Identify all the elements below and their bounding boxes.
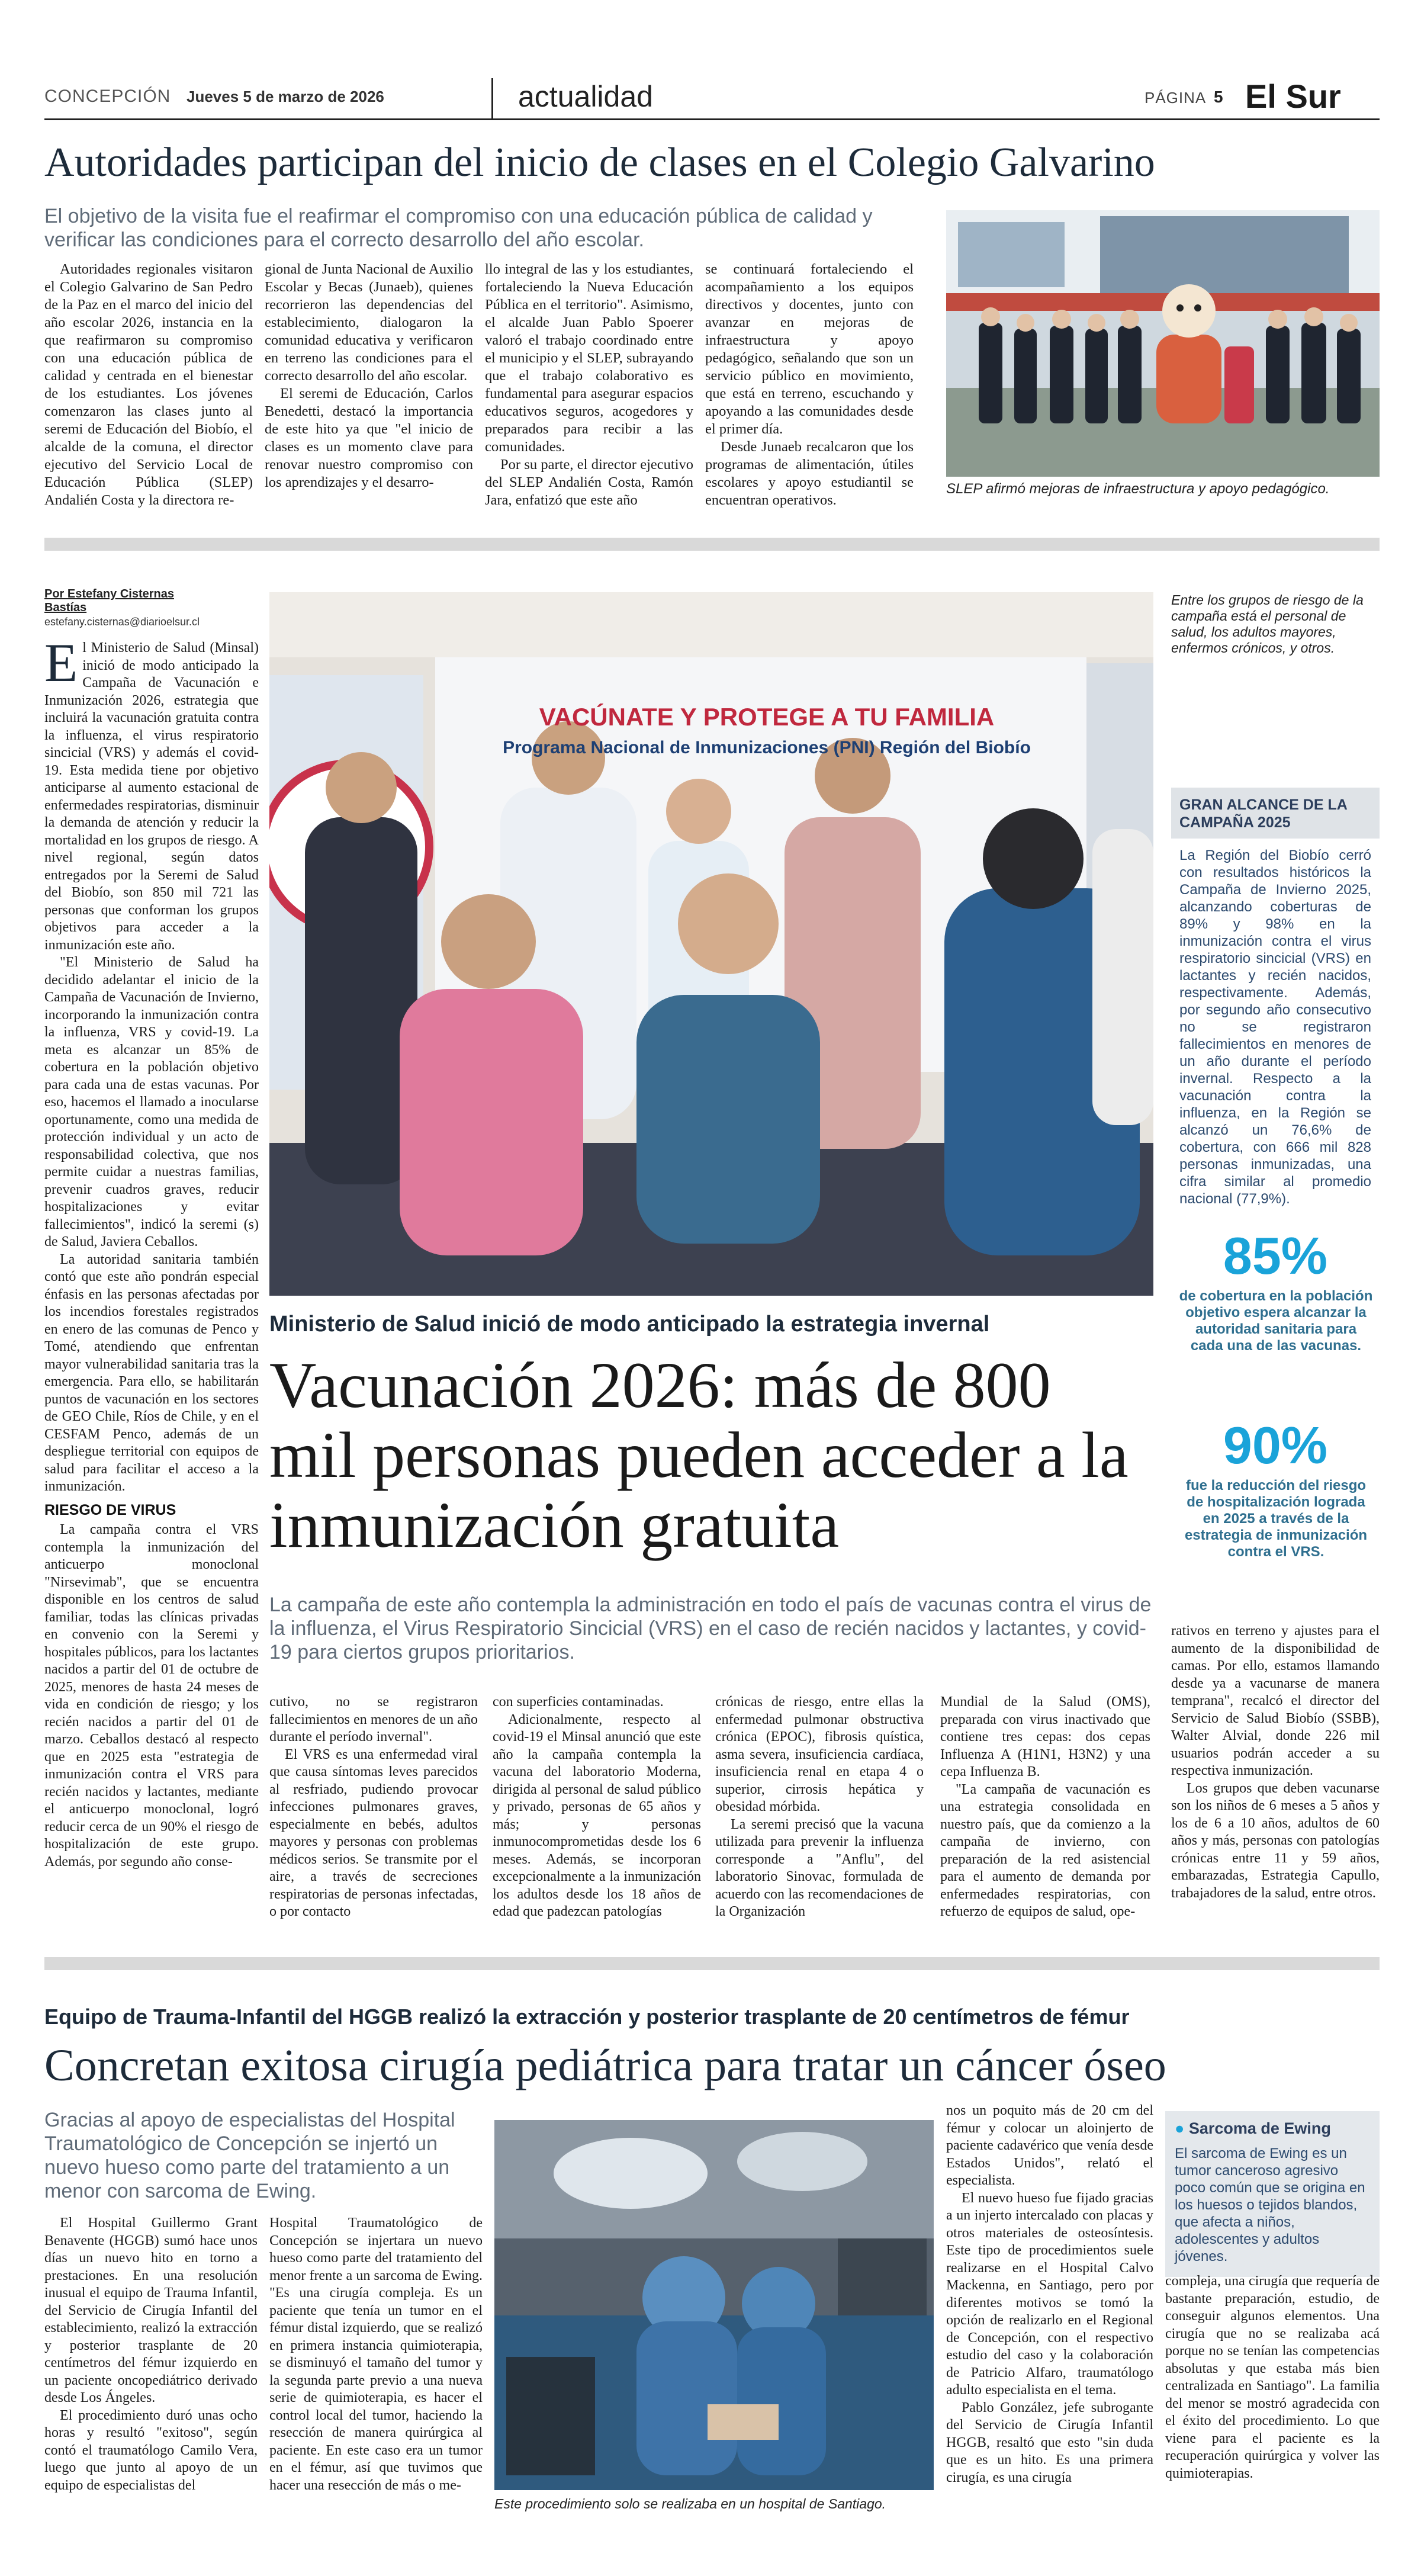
article1-column-3 bbox=[485, 261, 693, 509]
article1-paragraph: Por su parte, el director ejecutivo del SLEP Andalién Costa, Ramón Jara, enfatizó que este año bbox=[485, 457, 693, 508]
article3-column-2 bbox=[269, 2215, 483, 2494]
article2-paragraph: rativos en terreno y ajustes para el aumento de la disponibilidad de camas. Por ello, estamos llamando desde ya a vacunarse de manera temprana", recalcó el director del Servicio de Salud Biobío (SSBB), Walter Alvial, donde 226 mil usuarios podrán acceder a su respectiva inmunización. bbox=[1171, 1623, 1380, 1778]
stat-90-text: fue la reducción del riesgo de hospitalización lograda en 2025 a través de la estrategia de inmunización contra el VRS. bbox=[1184, 1477, 1368, 1560]
article2-paragraph: cutivo, no se registraron fallecimientos en menores de un año durante el período invernal". bbox=[269, 1694, 478, 1745]
article2-paragraph: El VRS es una enfermedad viral que causa síntomas leves parecidos al resfriado, pudiendo provocar infecciones pulmonares graves, especialmente en bebés, adultos mayores y personas con problemas médicos serios. Se transmite por el aire, a través de secreciones respiratorias de personas infectadas, o por contacto bbox=[269, 1746, 478, 1919]
campaign-info-box bbox=[1171, 788, 1380, 1207]
article1-paragraph: Desde Junaeb recalcaron que los programas de alimentación, útiles escolares y apoyo estudiantil se encuentran operativos. bbox=[705, 439, 914, 508]
article3-deck: Gracias al apoyo de especialistas del Hospital Traumatológico de Concepción se injertó un nuevo hueso como parte del tratamiento a un menor con sarcoma de Ewing. bbox=[44, 2109, 455, 2202]
box-text: La Región del Biobío cerró con resultados históricos la Campaña de Invierno 2025, alcanzando coberturas de 89% y 98% en la inmunización contra el virus respiratorio sincicial (VRS) en lactantes y recién nacidos, respectivamente. Además, por segundo año consecutivo no se registraron fallecimientos en menores de un año durante el período invernal. Respecto a la vacunación contra la influenza, en la Región se alcanzó un 76,6% de cobertura, con 666 mil 828 personas inmunizadas, una cifra similar al promedio nacional (77,9%). bbox=[1179, 847, 1371, 1207]
article1-column-1 bbox=[44, 261, 253, 509]
article3-column-4 bbox=[1165, 2273, 1380, 2482]
article3-paragraph: Pablo González, jefe subrogante del Servicio de Cirugía Infantil HGGB, resaltó que esto "sin duda que es un hito. Es una primera cirugía, es una cirugía bbox=[946, 2400, 1153, 2485]
stat-85-value: 85% bbox=[1223, 1226, 1328, 1285]
article1-title: Autoridades participan del inicio de clases en el Colegio Galvarino bbox=[44, 140, 1155, 185]
article2-paragraph: con superficies contaminadas. bbox=[493, 1694, 664, 1710]
article2-subhead: RIESGO DE VIRUS bbox=[44, 1501, 176, 1518]
paragraph-text: l Ministerio de Salud (Minsal) inició de modo anticipado la Campaña de Vacunación e Inmunización 2026, estrategia que incluirá la vacunación gratuita contra la influenza, el virus respiratorio sincicial (VRS) y además el covid-19. Esta medida tiene por objetivo anticiparse al aumento estacional de enfermedades respiratorias, disminuir la demanda de atención y reducir la mortalidad en los grupos de riesgo. A nivel regional, según datos entregados por la Seremi de Salud del Biobío, son 850 mil 721 las personas que conforman los grupos objetivos para acceder a la inmunización este año. bbox=[44, 640, 259, 953]
byline-email: estefany.cisternas@diarioelsur.cl bbox=[44, 616, 200, 628]
article3-photo bbox=[494, 2120, 934, 2490]
article2-side-caption: Entre los grupos de riesgo de la campaña está el personal de salud, los adultos mayores, enfermos crónicos, y otros. bbox=[1171, 592, 1364, 656]
vaccination-photo bbox=[269, 592, 1153, 1296]
article2-column-1 bbox=[44, 632, 259, 1871]
article3-paragraph: Hospital Traumatológico de Concepción se injertara un nuevo hueso como parte del tratamiento del menor frente a un sarcoma de Ewing. "Es una cirugía compleja. Es un paciente que tenía un tumor en el fémur distal izquierdo, que se realizó en primera instancia quimioterapia, se disminuyó el tamaño del tumor y la segunda parte previo a una nueva serie de quimioterapia, es hacer el control local del tumor, haciendo la resección de manera quirúrgica al paciente. En este caso era un tumor en el fémur, así que tuvimos que hacer una resección de más o me- bbox=[269, 2215, 483, 2493]
article2-kicker: Ministerio de Salud inició de modo anticipado la estrategia invernal bbox=[269, 1312, 990, 1337]
article3-caption: Este procedimiento solo se realizaba en un hospital de Santiago. bbox=[494, 2496, 886, 2511]
header-city: CONCEPCIÓN bbox=[44, 86, 171, 106]
photo-banner-title: VACÚNATE Y PROTEGE A TU FAMILIA bbox=[539, 703, 995, 731]
article3-paragraph: El procedimiento duró unas ocho horas y resultó "exitoso", según contó el traumatólogo Camilo Vera, luego que junto al apoyo de un equipo de especialistas del bbox=[44, 2407, 258, 2493]
article1-photo bbox=[946, 210, 1380, 477]
section-separator bbox=[44, 538, 1380, 551]
article2-paragraph: La campaña contra el VRS contempla la inmunización del anticuerpo monoclonal "Nirsevimab", que se encuentra disponible en los centros de salud familiar, todas las clínicas privadas en convenio con la Seremi y hospitales públicos, para los lactantes nacidos a partir del 01 de octubre de 2025, menores de hasta 24 meses de vida en condición de riesgo; y los recién nacidos a partir del 01 de marzo. Ceballos destacó al respecto que en 2025 esta "estrategia de inmunización contra el VRS para recién nacidos y lactantes, mediante el anticuerpo monoclonal, logró reducir cerca de un 90% el riesgo de hospitalización de este grupo. Además, por segundo año conse- bbox=[44, 1522, 259, 1870]
article1-caption: SLEP afirmó mejoras de infraestructura y apoyo pedagógico. bbox=[946, 481, 1330, 497]
article2-byline bbox=[44, 587, 204, 628]
article2-paragraph: "El Ministerio de Salud ha decidido adelantar el inicio de la Campaña de Vacunación de Invierno, incorporando la inmunización contra la influenza, VRS y covid-19. La meta es alcanzar un 85% de cobertura en la población objetivo para cada una de estas vacunas. Por eso, hacemos el llamado a inocularse oportunamente, como una medida de protección individual y un acto de responsabilidad colectiva, que nos permite cuidar a nuestras familias, prevenir cuadros graves, reducir hospitalizaciones y evitar fallecimientos", indicó la seremi (s) de Salud, Javiera Ceballos. bbox=[44, 955, 259, 1250]
article3-title: Concretan exitosa cirugía pediátrica para tratar un cáncer óseo bbox=[44, 2041, 1166, 2090]
sarcoma-info-box bbox=[1165, 2111, 1380, 2277]
article3-paragraph: El nuevo hueso fue fijado gracias a un injerto intercalado con placas y otros materiales de osteosíntesis. Este tipo de procedimientos suele realizarse en el Hospital Calvo Mackenna, en Santiago, pero por diferentes motivos se tomó la opción de realizarlo en el Regional de Concepción, con el respectivo estudio del caso y la colaboración de Patricio Alfaro, traumatólogo adulto especialista en el tema. bbox=[946, 2190, 1153, 2398]
bullet-icon: ● bbox=[1175, 2119, 1185, 2137]
header-brand: El Sur bbox=[1245, 78, 1341, 115]
article2-column-3 bbox=[493, 1694, 701, 1921]
article2-paragraph: Los grupos que deben vacunarse son los niños de 6 meses a 5 años y los de 6 a 10 años, adultos de 60 años y más, personas con patologías crónicas entre 11 y 59 años, embarazadas, Estrategia Capullo, trabajadores de la salud, entre otros. bbox=[1171, 1780, 1380, 1901]
article2-title: Vacunación 2026: más de 800 mil personas pueden acceder a la inmunización gratuita bbox=[269, 1349, 1129, 1561]
article2-paragraph: crónicas de riesgo, entre ellas la enfermedad pulmonar obstructiva crónica (EPOC), fibrosis quística, asma severa, insuficiencia cardíaca, insuficiencia renal en etapa 4 o superior, cirrosis hepática y obesidad mórbida. bbox=[715, 1694, 924, 1814]
header-date: Jueves 5 de marzo de 2026 bbox=[187, 88, 384, 105]
article1-deck: El objetivo de la visita fue el reafirmar el compromiso con una educación pública de calidad y verificar las condiciones para el correcto desarrollo del año escolar. bbox=[44, 205, 873, 251]
dropcap: E bbox=[44, 632, 78, 693]
article2-deck: La campaña de este año contempla la administración en todo el país de vacunas contra el virus de la influenza, el Virus Respiratorio Sincicial (VRS) en el caso de recién nacidos y lactantes, y covid-19 para ciertos grupos prioritarios. bbox=[269, 1594, 1152, 1663]
article2-paragraph: Adicionalmente, respecto al covid-19 el Minsal anunció que este año la campaña contempla la vacuna del laboratorio Moderna, dirigida al personal de salud público y privado, personas de 65 años y más; y personas inmunocomprometidas desde los 6 meses. Además, se incorporan excepcionalmente a la inmunización los adultos desde los 18 años de edad que padezcan patologías bbox=[493, 1711, 701, 1919]
sarcoma-title-text: Sarcoma de Ewing bbox=[1188, 2119, 1331, 2137]
article1-paragraph: gional de Junta Nacional de Auxilio Escolar y Becas (Junaeb), quienes recorrieron las dependencias del establecimiento, dialogaron la comunidad educativa y verificaron en terreno las condiciones para el correcto desarrollo del año escolar. bbox=[265, 261, 473, 384]
article2-paragraph: Mundial de la Salud (OMS), preparada con virus inactivado que contiene tres cepas: dos cepas Influenza A (H1N1, H3N2) y una cepa Influenza B. bbox=[940, 1694, 1150, 1780]
article2-paragraph: "La campaña de vacunación es una estrategia consolidada en nuestro país, que da comienzo a la campaña de invierno, con preparación de la red asistencial para el aumento de demanda por enfermedades respiratorias, con refuerzo de equipos de salud, ope- bbox=[940, 1781, 1150, 1919]
article1-paragraph: El seremi de Educación, Carlos Benedetti, destacó la importancia de este hito ya que "el inicio de clases es un momento clave para renovar nuestro compromiso con los aprendizajes y el desarro- bbox=[265, 386, 473, 490]
article1-paragraph: Autoridades regionales visitaron el Colegio Galvarino de San Pedro de la Paz en el marco del inicio del año escolar 2026, instancia en la que reafirmaron su compromiso con una educación pública de calidad y centrada en el bienestar de los estudiantes. Los jóvenes comenzaron las clases junto al seremi de Educación del Biobío, el alcalde de la comuna, el director ejecutivo del Servicio Local de Educación Pública (SLEP) Andalién Costa y la directora re- bbox=[44, 261, 253, 508]
article3-kicker: Equipo de Trauma-Infantil del HGGB realizó la extracción y posterior trasplante de 20 centímetros de fémur bbox=[44, 2005, 1130, 2029]
section-separator bbox=[44, 1957, 1380, 1970]
article3-paragraph: nos un poquito más de 20 cm del fémur y colocar un aloinjerto de paciente cadavérico que venía desde Estados Unidos", relató el especialista. bbox=[946, 2103, 1153, 2188]
byline-name: Por Estefany Cisternas Bastías bbox=[44, 587, 174, 614]
article3-column-1 bbox=[44, 2215, 258, 2494]
article3-paragraph: compleja, una cirugía que requería de bastante preparación, estudio, de conseguir algunos elementos. Una cirugía que no se realizaba acá porque no se tenían las competencias absolutas y que estaba más bien centralizada en Santiago". La familia del menor se mostró agradecida con el éxito del procedimiento. Lo que viene para el paciente es la recuperación quirúrgica y volver las quimioterapias. bbox=[1165, 2273, 1380, 2481]
stat-90-value: 90% bbox=[1223, 1416, 1328, 1475]
school-visit-photo bbox=[946, 210, 1380, 477]
box-title: GRAN ALCANCE DE LA CAMPAÑA 2025 bbox=[1171, 792, 1380, 839]
stat-85-text: de cobertura en la población objetivo espera alcanzar la autoridad sanitaria para cada una de las vacunas. bbox=[1179, 1288, 1373, 1354]
header-page-number: 5 bbox=[1214, 88, 1223, 106]
article2-paragraph: La seremi precisó que la vacuna utilizada para prevenir la influenza corresponde a "Anflu", del laboratorio Sinovac, formulada de acuerdo con las recomendaciones de la Organización bbox=[715, 1816, 924, 1919]
header-page-label: PÁGINA bbox=[1144, 89, 1207, 107]
article1-column-2 bbox=[265, 261, 473, 492]
surgery-photo bbox=[494, 2120, 934, 2490]
page-header bbox=[44, 78, 1380, 120]
article2-column-4 bbox=[715, 1694, 924, 1921]
article2-paragraph: La autoridad sanitaria también contó que este año pondrán especial énfasis en las personas afectadas por los incendios forestales registrados en enero de las comunas de Penco y Tomé, atendiendo que enfrentan mayor vulnerabilidad sanitaria tras la emergencia. Para ello, se habilitarán puntos de vacunación en los sectores de GEO Chile, Ríos de Chile, y en el CESFAM Penco, además de un despliegue territorial con equipos de salud para facilitar el acceso a la inmunización. bbox=[44, 1251, 259, 1494]
sarcoma-box-text: El sarcoma de Ewing es un tumor canceroso agresivo poco común que se origina en los huesos o tejidos blandos, que afecta a niños, adolescentes y adultos jóvenes. bbox=[1175, 2145, 1365, 2265]
header-rule bbox=[44, 118, 1380, 120]
header-section: actualidad bbox=[518, 80, 653, 113]
article2-paragraph bbox=[44, 632, 259, 954]
article3-column-3 bbox=[946, 2102, 1153, 2487]
photo-banner-subtitle: Programa Nacional de Inmunizaciones (PNI) Región del Biobío bbox=[503, 738, 1031, 757]
article2-photo bbox=[269, 592, 1153, 1296]
article1-column-4 bbox=[705, 261, 914, 509]
article2-column-2 bbox=[269, 1694, 478, 1921]
header-divider bbox=[491, 78, 493, 118]
article1-paragraph: se continuará fortaleciendo el acompañamiento a los equipos directivos y docentes, junto con avanzar en mejoras de infraestructura y apoyo pedagógico, señalando que son un servicio público en movimiento, que está en terreno, escuchando y apoyando a las comunidades desde el primer día. bbox=[705, 261, 914, 437]
sarcoma-box-title bbox=[1175, 2119, 1370, 2138]
article2-column-6 bbox=[1171, 1623, 1380, 1902]
article2-column-5 bbox=[940, 1694, 1150, 1921]
article3-paragraph: El Hospital Guillermo Grant Benavente (HGGB) sumó hace unos días un nuevo hito en torno a prestaciones. En una resolución inusual el equipo de Trauma Infantil, del Servicio de Cirugía Infantil del establecimiento, realizó la extracción y posterior trasplante de 20 centímetros del fémur izquierdo en un paciente oncopediátrico derivado desde Los Ángeles. bbox=[44, 2215, 258, 2405]
article1-paragraph: llo integral de las y los estudiantes, fortaleciendo la Nueva Educación Pública en el territorio". Asimismo, el alcalde Juan Pablo Spoerer valoró el trabajo coordinado entre el municipio y el SLEP, subrayando que el trabajo colaborativo es fundamental para asegurar espacios educativos seguros, acogedores y preparados para recibir a las comunidades. bbox=[485, 261, 693, 455]
